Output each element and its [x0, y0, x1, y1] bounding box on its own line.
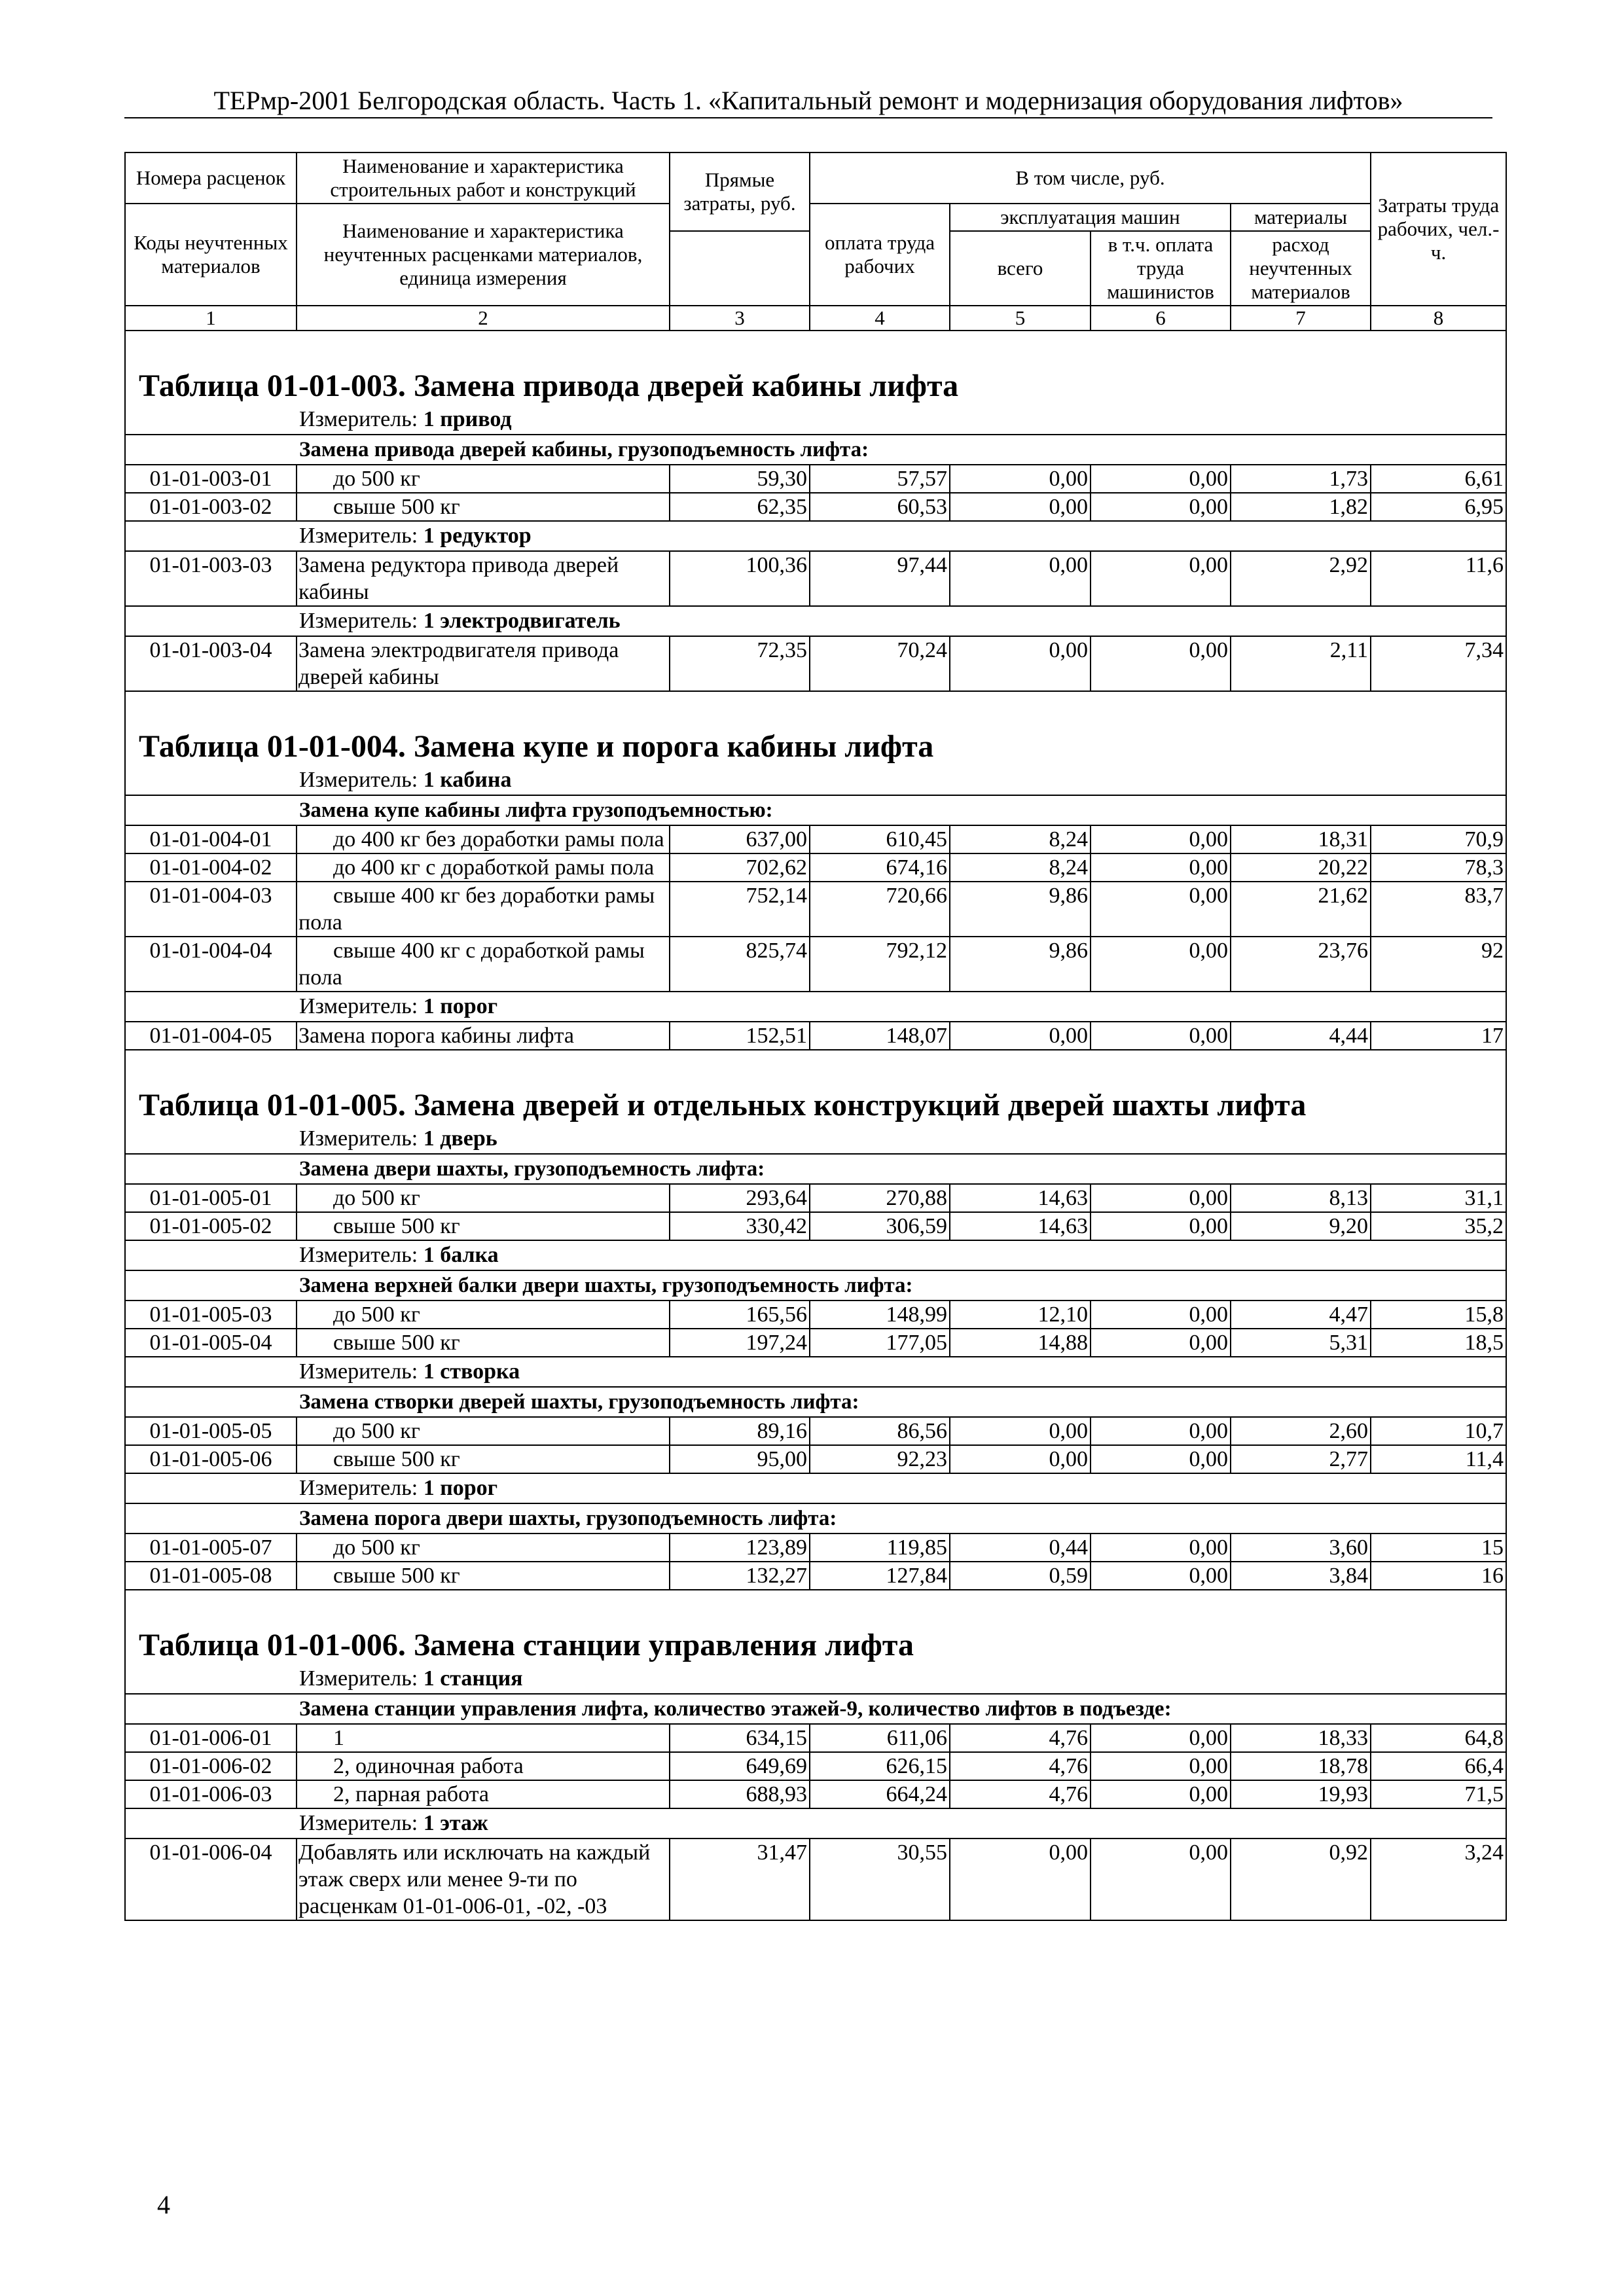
rate-code: 01-01-004-05	[125, 1022, 297, 1050]
value-c4: 60,53	[810, 493, 950, 521]
value-c6: 0,00	[1091, 1417, 1231, 1445]
value-c5: 12,10	[950, 1300, 1091, 1329]
rate-code: 01-01-006-02	[125, 1752, 297, 1780]
value-c4: 611,06	[810, 1724, 950, 1752]
measure-value: 1 порог	[423, 1476, 498, 1500]
value-c8: 7,34	[1371, 636, 1506, 691]
value-c5: 9,86	[950, 937, 1091, 992]
value-c5: 0,00	[950, 465, 1091, 493]
materials-header: материалы	[1231, 204, 1371, 231]
rate-description: свыше 500 кг	[297, 1212, 670, 1240]
section-gap	[125, 331, 1506, 367]
value-c3: 634,15	[670, 1724, 810, 1752]
value-c7: 2,11	[1231, 636, 1371, 691]
value-c5: 0,44	[950, 1534, 1091, 1562]
table-row	[125, 1534, 1506, 1562]
gap-cell	[125, 1050, 1506, 1086]
value-c7: 8,13	[1231, 1184, 1371, 1212]
value-c5: 0,00	[950, 551, 1091, 606]
value-c8: 16	[1371, 1562, 1506, 1590]
value-c4: 57,57	[810, 465, 950, 493]
rate-code: 01-01-005-04	[125, 1329, 297, 1357]
group-title: Замена двери шахты, грузоподъемность лифта:	[125, 1154, 1506, 1184]
table-row	[125, 551, 1506, 606]
table-row	[125, 636, 1506, 691]
measure-label: Измеритель:	[299, 524, 418, 548]
rate-code: 01-01-005-07	[125, 1534, 297, 1562]
value-c7: 2,92	[1231, 551, 1371, 606]
section-title: Таблица 01-01-004. Замена купе и порога кабины лифта	[125, 728, 1506, 766]
rate-description: Замена порога кабины лифта	[297, 1022, 670, 1050]
measure-value: 1 порог	[423, 994, 498, 1018]
value-c4: 148,99	[810, 1300, 950, 1329]
measure-label: Измеритель:	[299, 768, 418, 792]
value-c7: 3,60	[1231, 1534, 1371, 1562]
value-c5: 0,00	[950, 1417, 1091, 1445]
col-number: 8	[1371, 306, 1506, 331]
value-c5: 0,00	[950, 1445, 1091, 1473]
section-title: Таблица 01-01-005. Замена дверей и отдельных конструкций дверей шахты лифта	[125, 1086, 1506, 1124]
price-table	[124, 152, 1507, 1921]
group-row	[125, 1503, 1506, 1534]
value-c7: 0,92	[1231, 1839, 1371, 1920]
value-c4: 30,55	[810, 1839, 950, 1920]
table-row	[125, 1752, 1506, 1780]
rate-code: 01-01-005-02	[125, 1212, 297, 1240]
value-c3: 688,93	[670, 1780, 810, 1808]
rate-code: 01-01-003-02	[125, 493, 297, 521]
value-c7: 18,31	[1231, 825, 1371, 853]
table-row	[125, 1417, 1506, 1445]
rate-description: до 500 кг	[297, 1300, 670, 1329]
value-c6: 0,00	[1091, 1724, 1231, 1752]
gap-cell	[125, 331, 1506, 367]
rate-description-text: свыше 400 кг с доработкой рамы пола	[298, 939, 645, 990]
rate-code: 01-01-003-01	[125, 465, 297, 493]
group-row	[125, 1270, 1506, 1300]
measure-row	[125, 992, 1506, 1022]
value-c3: 123,89	[670, 1534, 810, 1562]
value-c7: 18,78	[1231, 1752, 1371, 1780]
col-number: 2	[297, 306, 670, 331]
machines-header: эксплуатация машин	[950, 204, 1231, 231]
col8-header: Затраты труда рабочих, чел.-ч.	[1371, 152, 1506, 306]
col5-header: всего	[950, 231, 1091, 306]
rate-description-text: до 400 кг с доработкой рамы пола	[333, 855, 655, 880]
value-c4: 127,84	[810, 1562, 950, 1590]
group-row	[125, 1154, 1506, 1184]
table-row	[125, 1839, 1506, 1920]
value-c3: 132,27	[670, 1562, 810, 1590]
measure-value: 1 створка	[423, 1359, 520, 1384]
value-c6: 0,00	[1091, 1212, 1231, 1240]
group-row	[125, 795, 1506, 825]
rate-code: 01-01-005-08	[125, 1562, 297, 1590]
table-body	[125, 331, 1506, 1920]
table-row	[125, 493, 1506, 521]
measure-cell	[125, 1808, 1506, 1839]
col-number: 3	[670, 306, 810, 331]
rate-description: свыше 500 кг	[297, 493, 670, 521]
section-gap	[125, 1590, 1506, 1626]
measure-value: 1 станция	[423, 1666, 523, 1691]
value-c6: 0,00	[1091, 882, 1231, 937]
value-c7: 1,73	[1231, 465, 1371, 493]
table-row	[125, 1300, 1506, 1329]
value-c8: 64,8	[1371, 1724, 1506, 1752]
value-c3: 165,56	[670, 1300, 810, 1329]
col-number: 7	[1231, 306, 1371, 331]
value-c8: 6,95	[1371, 493, 1506, 521]
table-row	[125, 1780, 1506, 1808]
value-c4: 674,16	[810, 853, 950, 882]
value-c3: 152,51	[670, 1022, 810, 1050]
value-c7: 21,62	[1231, 882, 1371, 937]
rate-code: 01-01-006-01	[125, 1724, 297, 1752]
value-c8: 11,4	[1371, 1445, 1506, 1473]
value-c8: 92	[1371, 937, 1506, 992]
value-c4: 610,45	[810, 825, 950, 853]
value-c5: 8,24	[950, 825, 1091, 853]
col-number: 1	[125, 306, 297, 331]
value-c6: 0,00	[1091, 1562, 1231, 1590]
measure-cell	[125, 1664, 1506, 1694]
value-c6: 0,00	[1091, 853, 1231, 882]
value-c8: 35,2	[1371, 1212, 1506, 1240]
value-c5: 14,63	[950, 1184, 1091, 1212]
table-row	[125, 1212, 1506, 1240]
value-c3: 330,42	[670, 1212, 810, 1240]
value-c3: 649,69	[670, 1752, 810, 1780]
value-c4: 792,12	[810, 937, 950, 992]
value-c5: 14,63	[950, 1212, 1091, 1240]
value-c4: 626,15	[810, 1752, 950, 1780]
rate-description	[297, 937, 670, 992]
measure-value: 1 редуктор	[423, 524, 532, 548]
measure-cell	[125, 1473, 1506, 1503]
table-row	[125, 825, 1506, 853]
rate-code: 01-01-004-03	[125, 882, 297, 937]
value-c3: 637,00	[670, 825, 810, 853]
value-c3: 752,14	[670, 882, 810, 937]
value-c4: 720,66	[810, 882, 950, 937]
group-title: Замена привода дверей кабины, грузоподъемность лифта:	[125, 435, 1506, 465]
value-c4: 306,59	[810, 1212, 950, 1240]
table-row	[125, 1329, 1506, 1357]
value-c3: 197,24	[670, 1329, 810, 1357]
rate-code: 01-01-005-05	[125, 1417, 297, 1445]
measure-label: Измеритель:	[299, 1476, 418, 1500]
measure-label: Измеритель:	[299, 994, 418, 1018]
measure-row	[125, 1664, 1506, 1694]
col3-header: Прямые затраты, руб.	[670, 152, 810, 231]
value-c6: 0,00	[1091, 825, 1231, 853]
rate-code: 01-01-006-04	[125, 1839, 297, 1920]
value-c6: 0,00	[1091, 1752, 1231, 1780]
value-c8: 15,8	[1371, 1300, 1506, 1329]
value-c7: 9,20	[1231, 1212, 1371, 1240]
value-c7: 19,93	[1231, 1780, 1371, 1808]
value-c3: 89,16	[670, 1417, 810, 1445]
value-c8: 66,4	[1371, 1752, 1506, 1780]
measure-row	[125, 766, 1506, 795]
col7-header: расход неучтенных материалов	[1231, 231, 1371, 306]
rate-code: 01-01-005-06	[125, 1445, 297, 1473]
value-c6: 0,00	[1091, 636, 1231, 691]
table-row	[125, 1184, 1506, 1212]
value-c5: 0,00	[950, 1022, 1091, 1050]
table-row	[125, 1445, 1506, 1473]
measure-row	[125, 1240, 1506, 1270]
value-c8: 78,3	[1371, 853, 1506, 882]
value-c8: 3,24	[1371, 1839, 1506, 1920]
rate-code: 01-01-004-01	[125, 825, 297, 853]
value-c3: 95,00	[670, 1445, 810, 1473]
value-c7: 4,47	[1231, 1300, 1371, 1329]
value-c6: 0,00	[1091, 551, 1231, 606]
value-c6: 0,00	[1091, 1780, 1231, 1808]
group-title: Замена станции управления лифта, количество этажей-9, количество лифтов в подъезде:	[125, 1694, 1506, 1724]
rate-description: до 500 кг	[297, 465, 670, 493]
group-row	[125, 435, 1506, 465]
page-header: ТЕРмр-2001 Белгородская область. Часть 1. «Капитальный ремонт и модернизация оборудования лифтов»	[124, 85, 1492, 118]
value-c7: 23,76	[1231, 937, 1371, 992]
rate-description: до 500 кг	[297, 1184, 670, 1212]
value-c8: 11,6	[1371, 551, 1506, 606]
rate-code: 01-01-004-02	[125, 853, 297, 882]
value-c7: 2,77	[1231, 1445, 1371, 1473]
section-title-row	[125, 728, 1506, 766]
value-c3: 825,74	[670, 937, 810, 992]
section-gap	[125, 1050, 1506, 1086]
page-number: 4	[157, 2190, 170, 2219]
value-c3: 59,30	[670, 465, 810, 493]
value-c8: 17	[1371, 1022, 1506, 1050]
rate-description: свыше 500 кг	[297, 1329, 670, 1357]
section-title: Таблица 01-01-006. Замена станции управления лифта	[125, 1626, 1506, 1664]
value-c8: 83,7	[1371, 882, 1506, 937]
value-c7: 5,31	[1231, 1329, 1371, 1357]
value-c5: 4,76	[950, 1724, 1091, 1752]
measure-cell	[125, 521, 1506, 551]
rate-description: свыше 500 кг	[297, 1562, 670, 1590]
measure-value: 1 этаж	[423, 1811, 488, 1835]
measure-cell	[125, 992, 1506, 1022]
rate-description: до 500 кг	[297, 1417, 670, 1445]
section-title-row	[125, 1086, 1506, 1124]
value-c8: 31,1	[1371, 1184, 1506, 1212]
value-c3: 62,35	[670, 493, 810, 521]
measure-label: Измеритель:	[299, 1359, 418, 1384]
table-row	[125, 1022, 1506, 1050]
group-row	[125, 1694, 1506, 1724]
value-c4: 119,85	[810, 1534, 950, 1562]
measure-value: 1 кабина	[423, 768, 512, 792]
value-c6: 0,00	[1091, 937, 1231, 992]
measure-row	[125, 1473, 1506, 1503]
table-row	[125, 882, 1506, 937]
value-c5: 4,76	[950, 1780, 1091, 1808]
value-c6: 0,00	[1091, 493, 1231, 521]
section-title: Таблица 01-01-003. Замена привода дверей кабины лифта	[125, 367, 1506, 405]
col-number: 6	[1091, 306, 1231, 331]
value-c6: 0,00	[1091, 1022, 1231, 1050]
value-c8: 15	[1371, 1534, 1506, 1562]
rate-description: свыше 500 кг	[297, 1445, 670, 1473]
col1-top-header: Номера расценок	[125, 152, 297, 204]
col-number: 4	[810, 306, 950, 331]
measure-row	[125, 1357, 1506, 1387]
table-row	[125, 1562, 1506, 1590]
value-c4: 270,88	[810, 1184, 950, 1212]
table-row	[125, 465, 1506, 493]
value-c6: 0,00	[1091, 465, 1231, 493]
measure-cell	[125, 1240, 1506, 1270]
rate-description	[297, 882, 670, 937]
value-c6: 0,00	[1091, 1300, 1231, 1329]
table-header	[125, 152, 1506, 331]
measure-label: Измеритель:	[299, 1243, 418, 1267]
rate-code: 01-01-003-03	[125, 551, 297, 606]
gap-cell	[125, 691, 1506, 728]
value-c6: 0,00	[1091, 1445, 1231, 1473]
col2-bottom-header: Наименование и характеристика неучтенных расценками материалов, единица измерения	[297, 204, 670, 306]
value-c6: 0,00	[1091, 1329, 1231, 1357]
value-c5: 4,76	[950, 1752, 1091, 1780]
group-title: Замена купе кабины лифта грузоподъемностью:	[125, 795, 1506, 825]
rate-description: 2, одиночная работа	[297, 1752, 670, 1780]
value-c7: 4,44	[1231, 1022, 1371, 1050]
measure-cell	[125, 1124, 1506, 1154]
col-number: 5	[950, 306, 1091, 331]
section-title-row	[125, 1626, 1506, 1664]
measure-cell	[125, 405, 1506, 435]
group-title: Замена верхней балки двери шахты, грузоподъемность лифта:	[125, 1270, 1506, 1300]
value-c4: 97,44	[810, 551, 950, 606]
measure-label: Измеритель:	[299, 609, 418, 633]
col2-top-header: Наименование и характеристика строительных работ и конструкций	[297, 152, 670, 204]
value-c5: 14,88	[950, 1329, 1091, 1357]
value-c8: 71,5	[1371, 1780, 1506, 1808]
section-gap	[125, 691, 1506, 728]
incl-header: В том числе, руб.	[810, 152, 1371, 204]
measure-label: Измеритель:	[299, 1811, 418, 1835]
value-c4: 70,24	[810, 636, 950, 691]
value-c6: 0,00	[1091, 1839, 1231, 1920]
rate-description	[297, 825, 670, 853]
rate-description: Добавлять или исключать на каждый этаж сверх или менее 9-ти по расценкам 01-01-006-01, -02, -03	[297, 1839, 670, 1920]
measure-row	[125, 606, 1506, 636]
table-row	[125, 937, 1506, 992]
rate-code: 01-01-005-01	[125, 1184, 297, 1212]
value-c5: 0,59	[950, 1562, 1091, 1590]
rate-description: Замена редуктора привода дверей кабины	[297, 551, 670, 606]
value-c7: 3,84	[1231, 1562, 1371, 1590]
value-c4: 664,24	[810, 1780, 950, 1808]
column-numbers-row	[125, 306, 1506, 331]
rate-description-text: свыше 400 кг без доработки рамы пола	[298, 884, 655, 935]
measure-row	[125, 405, 1506, 435]
value-c8: 10,7	[1371, 1417, 1506, 1445]
value-c6: 0,00	[1091, 1534, 1231, 1562]
value-c3: 72,35	[670, 636, 810, 691]
value-c5: 8,24	[950, 853, 1091, 882]
value-c4: 92,23	[810, 1445, 950, 1473]
rate-code: 01-01-003-04	[125, 636, 297, 691]
value-c7: 1,82	[1231, 493, 1371, 521]
value-c3: 31,47	[670, 1839, 810, 1920]
value-c3: 702,62	[670, 853, 810, 882]
measure-value: 1 электродвигатель	[423, 609, 621, 633]
value-c5: 9,86	[950, 882, 1091, 937]
col1-bottom-header: Коды неучтенных материалов	[125, 204, 297, 306]
value-c7: 18,33	[1231, 1724, 1371, 1752]
measure-row	[125, 521, 1506, 551]
value-c4: 86,56	[810, 1417, 950, 1445]
gap-cell	[125, 1590, 1506, 1626]
rate-code: 01-01-004-04	[125, 937, 297, 992]
measure-value: 1 дверь	[423, 1126, 497, 1151]
rate-description: Замена электродвигателя привода дверей кабины	[297, 636, 670, 691]
rate-description: до 500 кг	[297, 1534, 670, 1562]
value-c7: 2,60	[1231, 1417, 1371, 1445]
value-c8: 70,9	[1371, 825, 1506, 853]
measure-cell	[125, 606, 1506, 636]
value-c8: 18,5	[1371, 1329, 1506, 1357]
measure-label: Измеритель:	[299, 1666, 418, 1691]
measure-label: Измеритель:	[299, 1126, 418, 1151]
group-title: Замена порога двери шахты, грузоподъемность лифта:	[125, 1503, 1506, 1534]
table-row	[125, 1724, 1506, 1752]
measure-value: 1 балка	[423, 1243, 499, 1267]
value-c5: 0,00	[950, 636, 1091, 691]
measure-cell	[125, 1357, 1506, 1387]
measure-label: Измеритель:	[299, 407, 418, 431]
value-c4: 177,05	[810, 1329, 950, 1357]
value-c5: 0,00	[950, 1839, 1091, 1920]
group-row	[125, 1387, 1506, 1417]
measure-row	[125, 1808, 1506, 1839]
value-c5: 0,00	[950, 493, 1091, 521]
col4-header: оплата труда рабочих	[810, 204, 950, 306]
rate-description-text: до 400 кг без доработки рамы пола	[333, 827, 664, 852]
value-c4: 148,07	[810, 1022, 950, 1050]
rate-description	[297, 853, 670, 882]
measure-cell	[125, 766, 1506, 795]
value-c7: 20,22	[1231, 853, 1371, 882]
value-c6: 0,00	[1091, 1184, 1231, 1212]
rate-description: 2, парная работа	[297, 1780, 670, 1808]
rate-code: 01-01-006-03	[125, 1780, 297, 1808]
measure-row	[125, 1124, 1506, 1154]
rate-code: 01-01-005-03	[125, 1300, 297, 1329]
section-title-row	[125, 367, 1506, 405]
value-c3: 293,64	[670, 1184, 810, 1212]
group-title: Замена створки дверей шахты, грузоподъемность лифта:	[125, 1387, 1506, 1417]
col6-header: в т.ч. оплата труда машинистов	[1091, 231, 1231, 306]
rate-description: 1	[297, 1724, 670, 1752]
measure-value: 1 привод	[423, 407, 512, 431]
table-row	[125, 853, 1506, 882]
value-c3: 100,36	[670, 551, 810, 606]
value-c8: 6,61	[1371, 465, 1506, 493]
